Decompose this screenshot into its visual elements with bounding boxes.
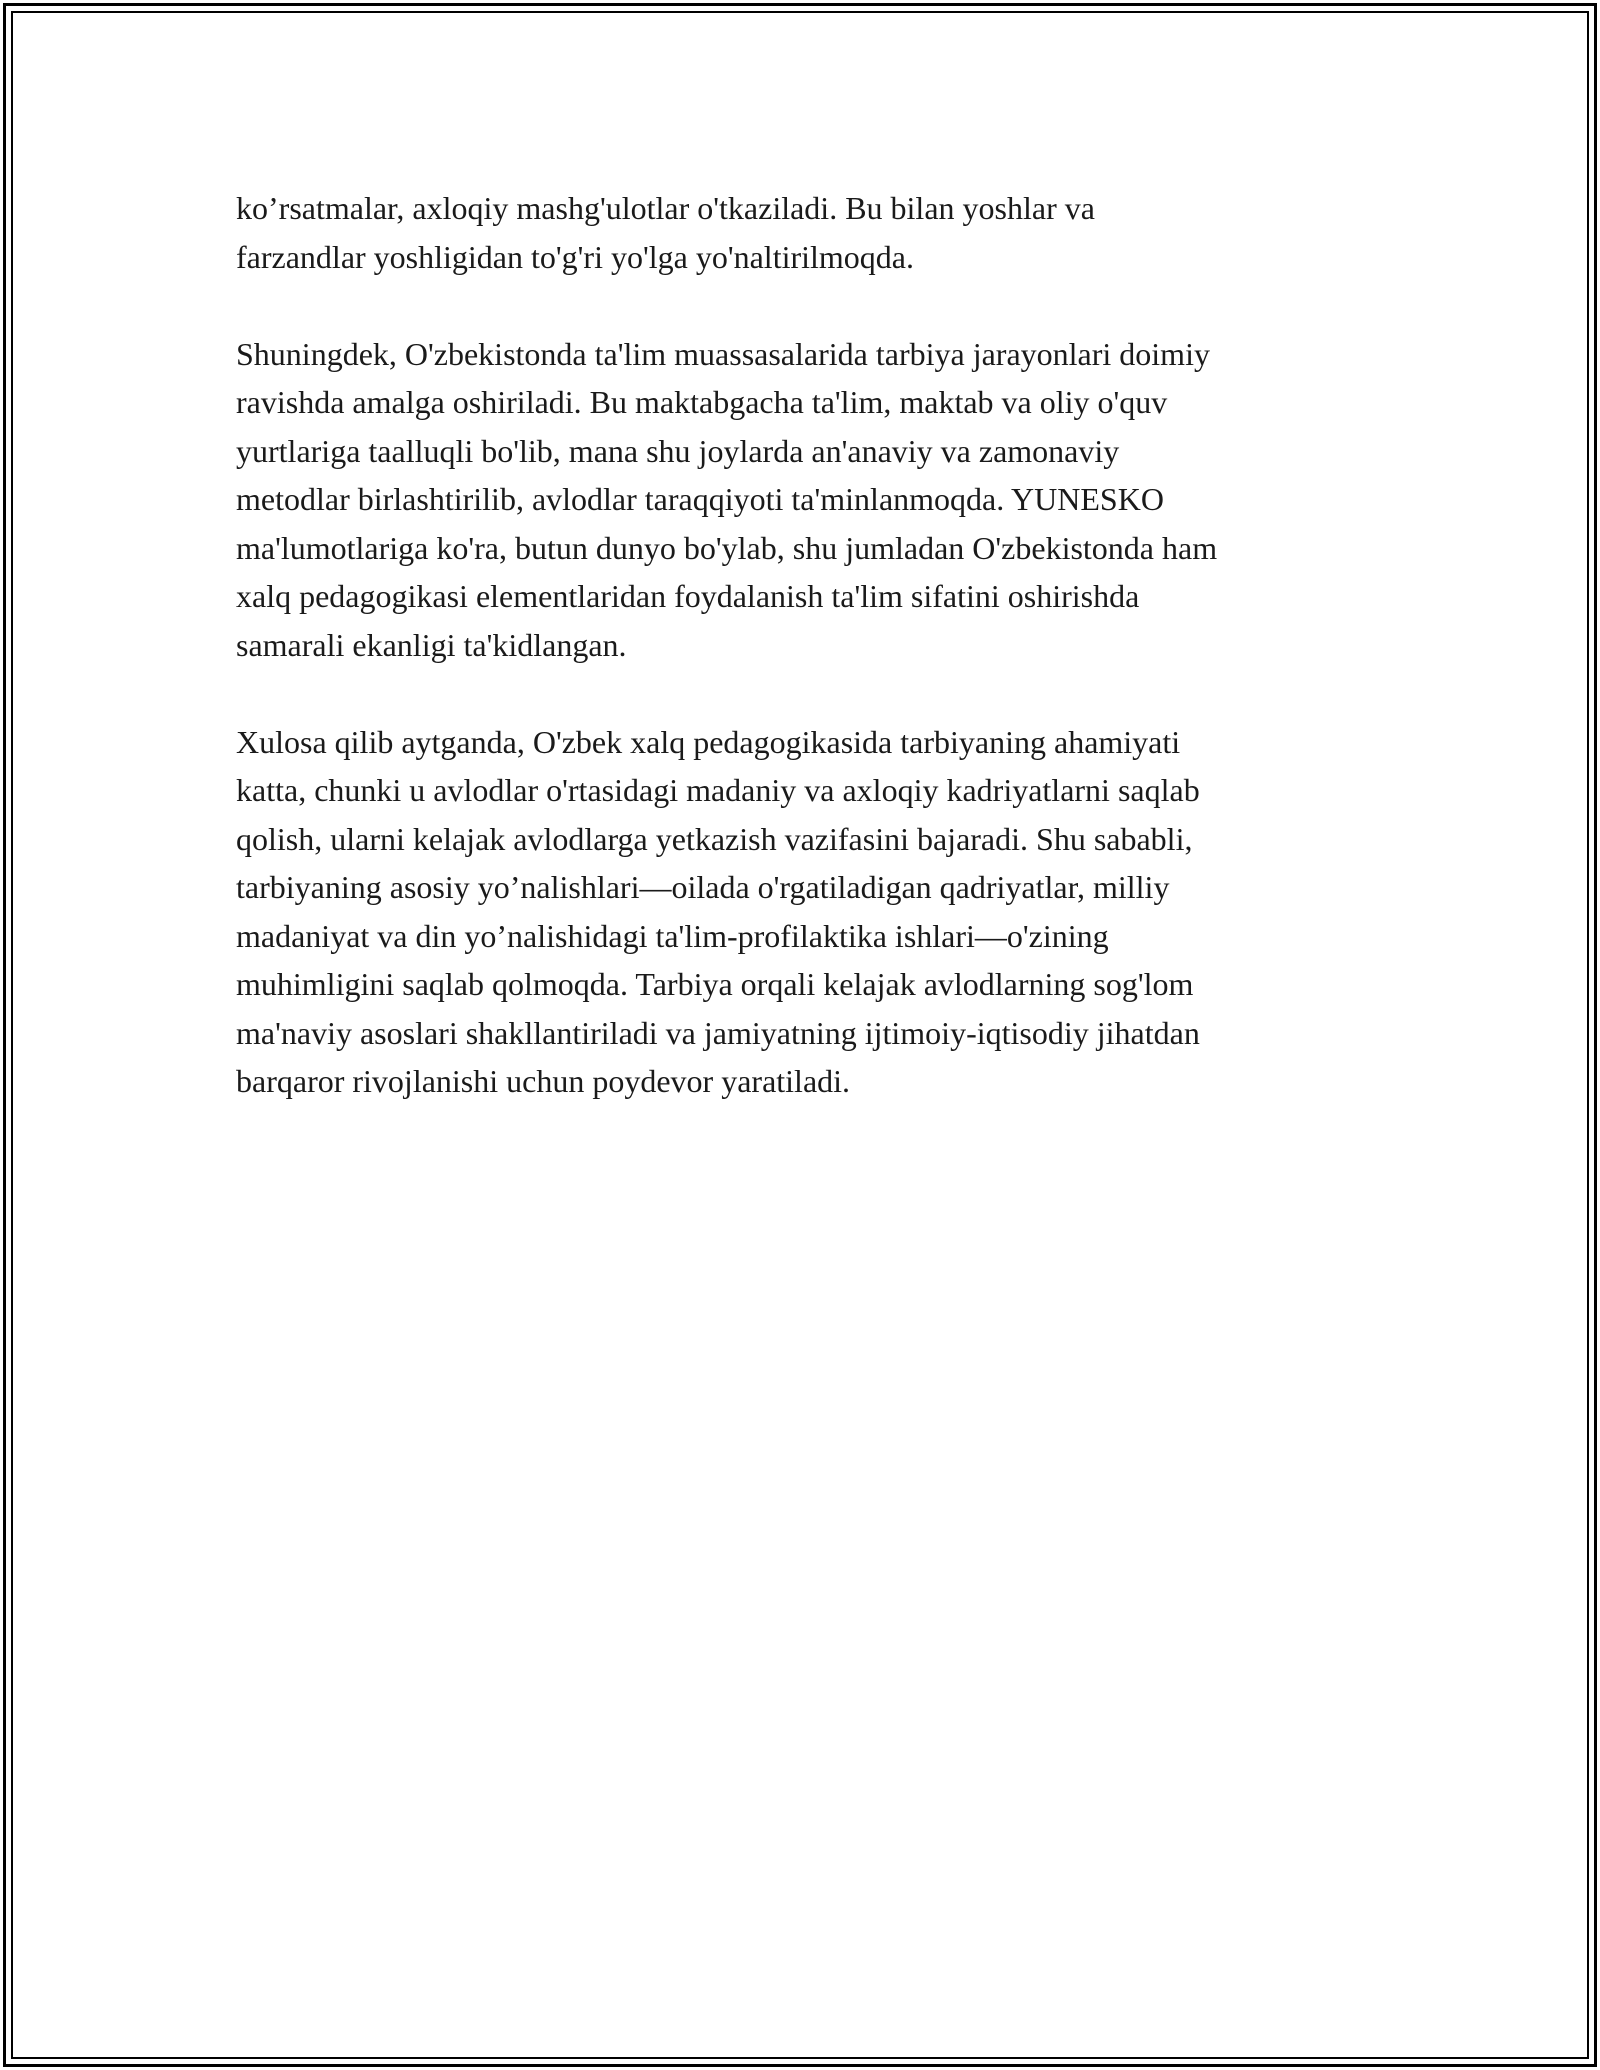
text-line: ravishda amalga oshiriladi. Bu maktabgacha ta'lim, maktab va oliy o'quv: [236, 384, 1168, 420]
text-line: samarali ekanligi ta'kidlangan.: [236, 626, 627, 663]
text-line: qolish, ularni kelajak avlodlarga yetkazish vazifasini bajaradi. Shu sababli,: [236, 820, 1193, 857]
paragraph-1: [236, 184, 1396, 281]
text-line: farzandlar yoshligidan to'g'ri yo'lga yo'naltirilmoqda.: [236, 238, 914, 275]
text-line: xalq pedagogikasi elementlaridan foydalanish ta'lim sifatini oshirishda: [236, 578, 1140, 614]
text-line: muhimligini saqlab qolmoqda. Tarbiya orqali kelajak avlodlarning sog'lom: [236, 966, 1194, 1002]
document-body: [236, 184, 1396, 1154]
text-line: Xulosa qilib aytganda, O'zbek xalq pedagogikasida tarbiyaning ahamiyati: [236, 723, 1181, 760]
text-line: ko’rsatmalar, axloqiy mashg'ulotlar o'tkaziladi. Bu bilan yoshlar va: [236, 190, 1095, 226]
text-line: tarbiyaning asosiy yo’nalishlari—oilada o'rgatiladigan qadriyatlar, milliy: [236, 869, 1170, 905]
text-line: ma'naviy asoslari shakllantiriladi va jamiyatning ijtimoiy-iqtisodiy jihatdan: [236, 1014, 1200, 1051]
paragraph-3: [236, 718, 1396, 1106]
paragraph-2: [236, 330, 1396, 670]
text-line: madaniyat va din yo’nalishidagi ta'lim-profilaktika ishlari—o'zining: [236, 917, 1109, 954]
text-line: barqaror rivojlanishi uchun poydevor yaratiladi.: [236, 1063, 851, 1099]
text-line: katta, chunki u avlodlar o'rtasidagi madaniy va axloqiy kadriyatlarni saqlab: [236, 772, 1200, 808]
text-line: metodlar birlashtirilib, avlodlar taraqqiyoti ta'minlanmoqda. YUNESKO: [236, 481, 1164, 517]
text-line: Shuningdek, O'zbekistonda ta'lim muassasalarida tarbiya jarayonlari doimiy: [236, 335, 1210, 372]
text-line: yurtlariga taalluqli bo'lib, mana shu joylarda an'anaviy va zamonaviy: [236, 432, 1120, 469]
text-line: ma'lumotlariga ko'ra, butun dunyo bo'ylab, shu jumladan O'zbekistonda ham: [236, 529, 1218, 566]
